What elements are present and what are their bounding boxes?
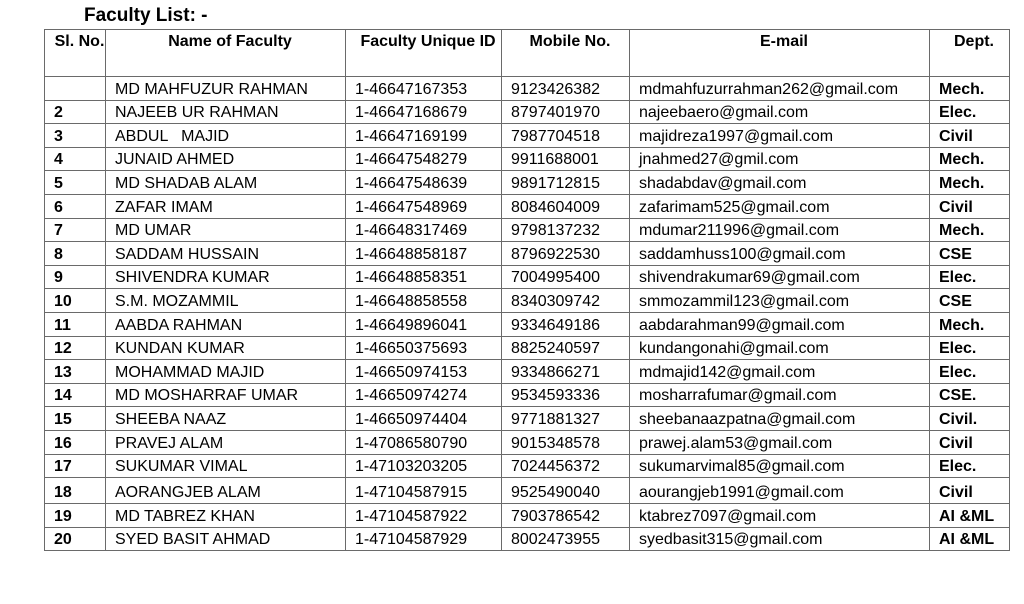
cell-mobile: 9798137232 (502, 218, 630, 242)
cell-dept: Civil (930, 124, 1010, 148)
cell-sl-no: 3 (45, 124, 106, 148)
cell-faculty-name: MD MAHFUZUR RAHMAN (106, 77, 346, 101)
cell-sl-no: 8 (45, 242, 106, 266)
header-unique-id: Faculty Unique ID (346, 30, 502, 77)
table-row (45, 265, 1010, 289)
header-name: Name of Faculty (106, 30, 346, 77)
cell-mobile: 9771881327 (502, 407, 630, 431)
cell-mobile: 9525490040 (502, 478, 630, 504)
cell-faculty-name: AORANGJEB ALAM (106, 478, 346, 504)
cell-dept: Mech. (930, 77, 1010, 101)
cell-dept: Elec. (930, 454, 1010, 478)
table-row (45, 527, 1010, 551)
document-title: Faculty List: - (84, 5, 208, 26)
table-row (45, 504, 1010, 528)
cell-sl-no: 6 (45, 194, 106, 218)
cell-email: prawej.alam53@gmail.com (630, 430, 930, 454)
cell-dept: Mech. (930, 218, 1010, 242)
cell-unique-id: 1-46648858558 (346, 289, 502, 313)
cell-dept: Elec. (930, 336, 1010, 360)
cell-sl-no: 17 (45, 454, 106, 478)
cell-unique-id: 1-46647548639 (346, 171, 502, 195)
table-row (45, 312, 1010, 336)
cell-dept: Civil (930, 430, 1010, 454)
cell-unique-id: 1-46647548279 (346, 147, 502, 171)
cell-faculty-name: MOHAMMAD MAJID (106, 360, 346, 384)
cell-sl-no: 12 (45, 336, 106, 360)
cell-faculty-name: SYED BASIT AHMAD (106, 527, 346, 551)
cell-mobile: 8084604009 (502, 194, 630, 218)
header-sl-no: Sl. No. (45, 30, 106, 77)
cell-email: mosharrafumar@gmail.com (630, 383, 930, 407)
cell-mobile: 9123426382 (502, 77, 630, 101)
header-mobile: Mobile No. (502, 30, 630, 77)
cell-email: mdumar211996@gmail.com (630, 218, 930, 242)
cell-email: mdmajid142@gmail.com (630, 360, 930, 384)
cell-dept: AI &ML (930, 504, 1010, 528)
cell-sl-no: 2 (45, 100, 106, 124)
cell-dept: CSE (930, 289, 1010, 313)
cell-email: zafarimam525@gmail.com (630, 194, 930, 218)
cell-unique-id: 1-47103203205 (346, 454, 502, 478)
table-row (45, 100, 1010, 124)
cell-sl-no: 9 (45, 265, 106, 289)
table-row (45, 242, 1010, 266)
cell-unique-id: 1-46650974404 (346, 407, 502, 431)
table-row (45, 147, 1010, 171)
cell-faculty-name: AABDA RAHMAN (106, 312, 346, 336)
cell-dept: Elec. (930, 100, 1010, 124)
cell-email: mdmahfuzurrahman262@gmail.com (630, 77, 930, 101)
cell-dept: Elec. (930, 265, 1010, 289)
header-email: E-mail (630, 30, 930, 77)
faculty-table (44, 29, 1010, 551)
table-row (45, 360, 1010, 384)
table-row (45, 77, 1010, 101)
cell-dept: Mech. (930, 312, 1010, 336)
cell-unique-id: 1-46647167353 (346, 77, 502, 101)
table-row (45, 289, 1010, 313)
cell-faculty-name: SUKUMAR VIMAL (106, 454, 346, 478)
cell-faculty-name: SHEEBA NAAZ (106, 407, 346, 431)
cell-mobile: 7024456372 (502, 454, 630, 478)
cell-faculty-name: MD SHADAB ALAM (106, 171, 346, 195)
cell-dept: AI &ML (930, 527, 1010, 551)
cell-email: sheebanaazpatna@gmail.com (630, 407, 930, 431)
table-row (45, 430, 1010, 454)
cell-sl-no: 10 (45, 289, 106, 313)
cell-email: aabdarahman99@gmail.com (630, 312, 930, 336)
cell-unique-id: 1-46650974153 (346, 360, 502, 384)
table-row (45, 171, 1010, 195)
cell-faculty-name: KUNDAN KUMAR (106, 336, 346, 360)
table-row (45, 454, 1010, 478)
cell-email: majidreza1997@gmail.com (630, 124, 930, 148)
cell-email: saddamhuss100@gmail.com (630, 242, 930, 266)
cell-faculty-name: PRAVEJ ALAM (106, 430, 346, 454)
cell-unique-id: 1-46649896041 (346, 312, 502, 336)
cell-faculty-name: NAJEEB UR RAHMAN (106, 100, 346, 124)
cell-dept: Elec. (930, 360, 1010, 384)
cell-unique-id: 1-47104587915 (346, 478, 502, 504)
cell-unique-id: 1-47104587929 (346, 527, 502, 551)
header-dept: Dept. (930, 30, 1010, 77)
cell-sl-no: 15 (45, 407, 106, 431)
table-row (45, 383, 1010, 407)
cell-email: shadabdav@gmail.com (630, 171, 930, 195)
cell-sl-no: 7 (45, 218, 106, 242)
cell-sl-no: 19 (45, 504, 106, 528)
cell-mobile: 9334866271 (502, 360, 630, 384)
table-row (45, 194, 1010, 218)
cell-faculty-name: SHIVENDRA KUMAR (106, 265, 346, 289)
cell-mobile: 7004995400 (502, 265, 630, 289)
table-row (45, 336, 1010, 360)
table-row (45, 124, 1010, 148)
cell-sl-no (45, 77, 106, 101)
cell-unique-id: 1-46647169199 (346, 124, 502, 148)
cell-sl-no: 18 (45, 478, 106, 504)
cell-faculty-name: MD UMAR (106, 218, 346, 242)
cell-mobile: 9015348578 (502, 430, 630, 454)
cell-sl-no: 4 (45, 147, 106, 171)
cell-unique-id: 1-46650974274 (346, 383, 502, 407)
cell-mobile: 7987704518 (502, 124, 630, 148)
table-row (45, 407, 1010, 431)
cell-email: najeebaero@gmail.com (630, 100, 930, 124)
cell-sl-no: 16 (45, 430, 106, 454)
cell-faculty-name: JUNAID AHMED (106, 147, 346, 171)
cell-faculty-name: ABDUL MAJID (106, 124, 346, 148)
cell-unique-id: 1-46647548969 (346, 194, 502, 218)
cell-sl-no: 11 (45, 312, 106, 336)
cell-faculty-name: S.M. MOZAMMIL (106, 289, 346, 313)
cell-unique-id: 1-46650375693 (346, 336, 502, 360)
cell-dept: Civil. (930, 407, 1010, 431)
table-row (45, 218, 1010, 242)
cell-sl-no: 5 (45, 171, 106, 195)
cell-email: syedbasit315@gmail.com (630, 527, 930, 551)
cell-faculty-name: ZAFAR IMAM (106, 194, 346, 218)
cell-faculty-name: SADDAM HUSSAIN (106, 242, 346, 266)
cell-email: aourangjeb1991@gmail.com (630, 478, 930, 504)
cell-unique-id: 1-47086580790 (346, 430, 502, 454)
cell-unique-id: 1-46648858187 (346, 242, 502, 266)
cell-unique-id: 1-46647168679 (346, 100, 502, 124)
cell-mobile: 9911688001 (502, 147, 630, 171)
cell-faculty-name: MD MOSHARRAF UMAR (106, 383, 346, 407)
cell-email: ktabrez7097@gmail.com (630, 504, 930, 528)
cell-sl-no: 20 (45, 527, 106, 551)
cell-mobile: 8002473955 (502, 527, 630, 551)
cell-unique-id: 1-46648317469 (346, 218, 502, 242)
cell-sl-no: 13 (45, 360, 106, 384)
cell-dept: Civil (930, 478, 1010, 504)
cell-email: sukumarvimal85@gmail.com (630, 454, 930, 478)
cell-dept: Civil (930, 194, 1010, 218)
cell-mobile: 9534593336 (502, 383, 630, 407)
cell-mobile: 7903786542 (502, 504, 630, 528)
cell-mobile: 8825240597 (502, 336, 630, 360)
cell-email: smmozammil123@gmail.com (630, 289, 930, 313)
cell-mobile: 8796922530 (502, 242, 630, 266)
cell-email: kundangonahi@gmail.com (630, 336, 930, 360)
cell-email: shivendrakumar69@gmail.com (630, 265, 930, 289)
cell-mobile: 8797401970 (502, 100, 630, 124)
cell-mobile: 9334649186 (502, 312, 630, 336)
cell-dept: Mech. (930, 147, 1010, 171)
cell-unique-id: 1-47104587922 (346, 504, 502, 528)
cell-unique-id: 1-46648858351 (346, 265, 502, 289)
cell-dept: CSE. (930, 383, 1010, 407)
table-header-row (45, 30, 1010, 77)
cell-mobile: 9891712815 (502, 171, 630, 195)
cell-dept: CSE (930, 242, 1010, 266)
cell-mobile: 8340309742 (502, 289, 630, 313)
table-row (45, 478, 1010, 504)
cell-email: jnahmed27@gmil.com (630, 147, 930, 171)
cell-sl-no: 14 (45, 383, 106, 407)
cell-dept: Mech. (930, 171, 1010, 195)
cell-faculty-name: MD TABREZ KHAN (106, 504, 346, 528)
